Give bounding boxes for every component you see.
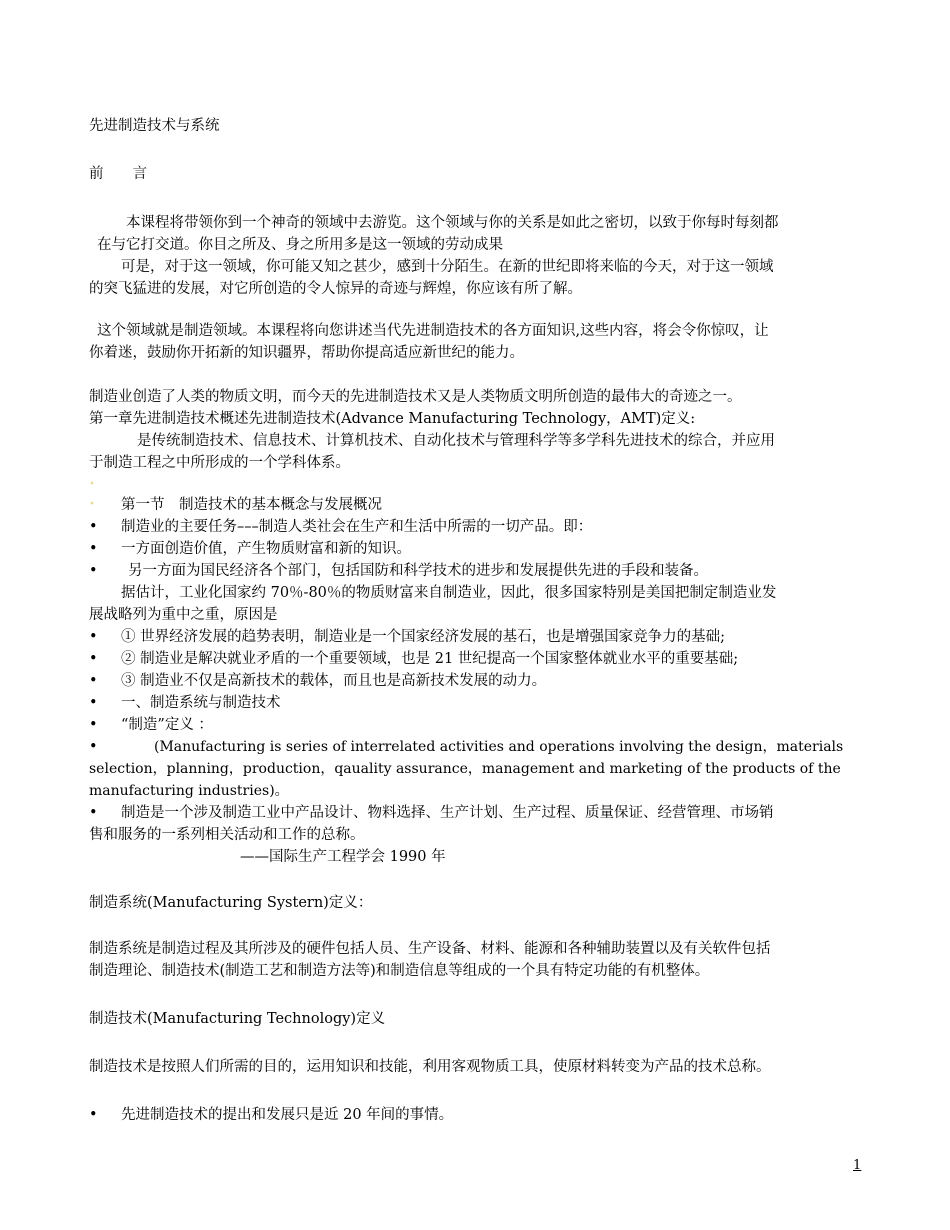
definition-heading: 制造系统(Manufacturing Systern)定义：: [89, 895, 373, 911]
paragraph: 制造技术是按照人们所需的目的，运用知识和技能，利用客观物质工具，使原材料转变为产品的技术总称。: [89, 1059, 771, 1075]
preface-heading: 前 言: [89, 166, 147, 182]
bullet-text: ③ 制造业不仅是高新技术的载体，而且也是高新技术发展的动力。: [121, 673, 547, 689]
bullet-marker: •: [89, 629, 98, 645]
bullet-text: 售和服务的一系列相关活动和工作的总称。: [89, 827, 365, 843]
bullet-marker: •: [89, 805, 98, 821]
bullet-text: manufacturing industries)。: [89, 783, 289, 799]
bullet-marker: •: [89, 651, 98, 667]
page-number: 1: [853, 1158, 862, 1173]
paragraph: 于制造工程之中所形成的一个学科体系。: [89, 455, 350, 471]
paragraph: 可是，对于这一领域，你可能又知之甚少，感到十分陌生。在新的世纪即将来临的今天，对于这一领域: [121, 259, 774, 275]
paragraph: 制造系统是制造过程及其所涉及的硬件包括人员、生产设备、材料、能源和各种辅助装置以及有关软件包括: [89, 941, 771, 957]
bullet-marker: •: [89, 717, 98, 733]
bullet-text: “制造”定义 ：: [121, 717, 213, 733]
bullet-text: 制造业的主要任务–––制造人类社会在生产和生活中所需的一切产品。即：: [121, 519, 593, 535]
section-heading: 第一节 制造技术的基本概念与发展概况: [121, 497, 382, 513]
bullet-marker: •: [89, 695, 98, 711]
bullet-marker: •: [89, 739, 98, 755]
bullet-text: selection，planning，production，qauality assurance，management and marketing of the products of the: [89, 761, 841, 777]
bullet-text: ② 制造业是解决就业矛盾的一个重要领域，也是 21 世纪提高一个国家整体就业水平的重要基础;: [121, 651, 739, 667]
paragraph: 的突飞猛进的发展，对它所创造的令人惊异的奇迹与辉煌，你应该有所了解。: [89, 281, 582, 297]
document-title: 先进制造技术与系统: [89, 118, 220, 134]
bullet-text: 先进制造技术的提出和发展只是近 20 年间的事情。: [121, 1107, 454, 1123]
paragraph: 在与它打交道。你目之所及、身之所用多是这一领域的劳动成果: [97, 237, 503, 253]
bullet-text: (Manufacturing is series of interrelated activities and operations involving the design，materials: [154, 739, 844, 755]
paragraph: 制造业创造了人类的物质文明，而今天的先进制造技术又是人类物质文明所创造的最伟大的奇迹之一。: [89, 389, 742, 405]
bullet-text: 另一方面为国民经济各个部门，包括国防和科学技术的进步和发展提供先进的手段和装备。: [128, 563, 708, 579]
paragraph: 是传统制造技术、信息技术、计算机技术、自动化技术与管理科学等多学科先进技术的综合，并应用: [137, 433, 775, 449]
definition-heading: 制造技术(Manufacturing Technology)定义: [89, 1011, 386, 1027]
paragraph: 展战略列为重中之重，原因是: [89, 607, 278, 623]
bullet-marker: •: [89, 1107, 98, 1123]
paragraph: 本课程将带领你到一个神奇的领域中去游览。这个领域与你的关系是如此之密切，以致于你每时每刻都: [126, 215, 779, 231]
bullet-marker: •: [89, 673, 98, 689]
faint-bullet: •: [89, 499, 95, 510]
bullet-marker: •: [89, 563, 98, 579]
paragraph: 这个领域就是制造领域。本课程将向您讲述当代先进制造技术的各方面知识,这些内容，将会令你惊叹，让: [97, 323, 769, 339]
faint-bullet: •: [89, 479, 95, 490]
bullet-marker: •: [89, 541, 98, 557]
bullet-text: 一方面创造价值，产生物质财富和新的知识。: [121, 541, 411, 557]
bullet-text: 一、制造系统与制造技术: [121, 695, 281, 711]
bullet-text: 制造是一个涉及制造工业中产品设计、物料选择、生产计划、生产过程、质量保证、经营管理、市场销: [121, 805, 774, 821]
paragraph: 据估计，工业化国家约 70％-80％的物质财富来自制造业，因此，很多国家特别是美国把制定制造业发: [121, 585, 777, 601]
chapter-heading: 第一章先进制造技术概述先进制造技术(Advance Manufacturing Technology，AMT)定义:: [89, 411, 696, 427]
bullet-marker: •: [89, 519, 98, 535]
bullet-text: ① 世界经济发展的趋势表明，制造业是一个国家经济发展的基石，也是增强国家竞争力的基础;: [121, 629, 725, 645]
paragraph: 你着迷，鼓励你开拓新的知识疆界，帮助你提高适应新世纪的能力。: [89, 345, 524, 361]
citation: ——国际生产工程学会 1990 年: [240, 849, 446, 865]
paragraph: 制造理论、制造技术(制造工艺和制造方法等)和制造信息等组成的一个具有特定功能的有机整体。: [89, 963, 710, 979]
